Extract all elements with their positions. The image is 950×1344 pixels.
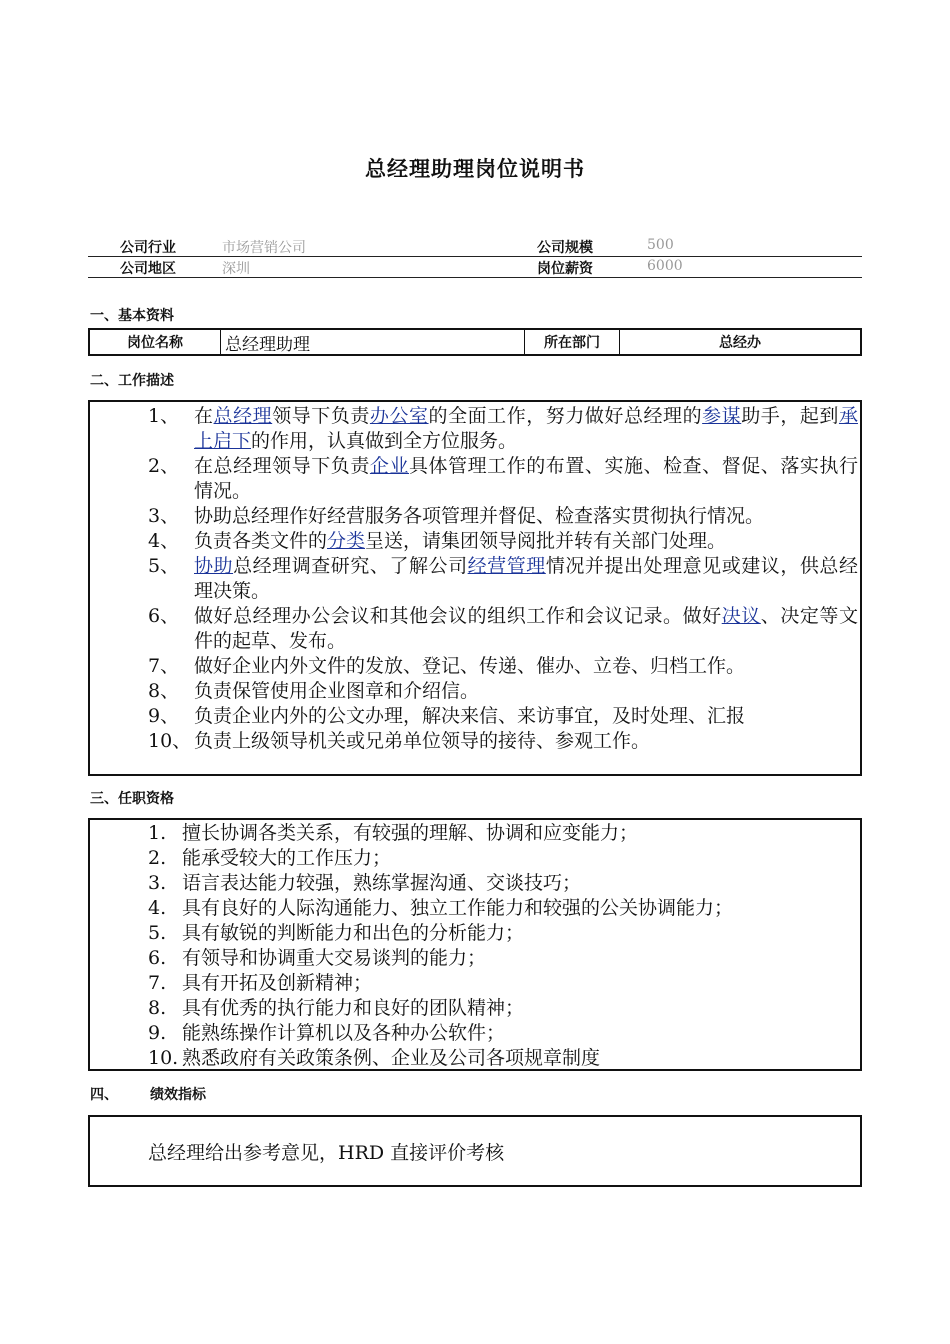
job-duty-item bbox=[90, 604, 860, 654]
text-segment: 呈送，请集团领导阅批并转有关部门处理。 bbox=[365, 530, 727, 552]
job-duty-text bbox=[194, 454, 858, 504]
qualification-item bbox=[90, 996, 860, 1021]
job-duty-item bbox=[90, 704, 860, 729]
qualification-number: 3. bbox=[148, 872, 167, 894]
performance-box bbox=[88, 1115, 862, 1187]
text-segment: 负责上级领导机关或兄弟单位领导的接待、参观工作。 bbox=[194, 730, 651, 752]
job-duty-item bbox=[90, 529, 860, 554]
section-performance-title: 绩效指标 bbox=[150, 1087, 206, 1103]
qualification-number: 4. bbox=[148, 897, 167, 919]
basic-info-table bbox=[88, 328, 862, 356]
company-info-row-1 bbox=[88, 236, 862, 257]
qualification-number: 7. bbox=[148, 972, 167, 994]
keyword-link[interactable]: 企业 bbox=[369, 455, 409, 477]
job-duty-item bbox=[90, 454, 860, 504]
job-duty-item bbox=[90, 729, 860, 754]
section-performance-number: 四、 bbox=[90, 1087, 118, 1103]
qualification-text: 能承受较大的工作压力； bbox=[182, 847, 392, 869]
job-duty-number: 7、 bbox=[148, 655, 180, 677]
qualification-item bbox=[90, 871, 860, 896]
job-duty-text bbox=[194, 554, 858, 604]
text-segment: 做好总经理办公会议和其他会议的组织工作和会议记录。做好 bbox=[194, 605, 722, 627]
qualification-number: 10. bbox=[148, 1047, 179, 1069]
job-duty-text bbox=[194, 679, 858, 704]
job-duty-text bbox=[194, 729, 858, 754]
qualification-item bbox=[90, 971, 860, 996]
qualification-number: 6. bbox=[148, 947, 167, 969]
qualification-text: 能熟练操作计算机以及各种办公软件； bbox=[182, 1022, 506, 1044]
qualification-item bbox=[90, 946, 860, 971]
qualification-text: 具有良好的人际沟通能力、独立工作能力和较强的公关协调能力； bbox=[182, 897, 734, 919]
job-duty-text bbox=[194, 404, 858, 454]
job-duty-number: 6、 bbox=[148, 605, 180, 627]
job-duty-item bbox=[90, 654, 860, 679]
job-duty-number: 10、 bbox=[148, 730, 192, 752]
salary-value: 6000 bbox=[647, 258, 683, 274]
text-segment: 负责保管使用企业图章和介绍信。 bbox=[194, 680, 480, 702]
job-duty-number: 5、 bbox=[148, 555, 180, 577]
text-segment: 情况并提出处理意见或建议，供总经理决策。 bbox=[194, 555, 858, 602]
text-segment: 协助总经理作好经营服务各项管理并督促、检查落实贯彻执行情况。 bbox=[194, 505, 765, 527]
qualification-number: 8. bbox=[148, 997, 167, 1019]
performance-text: 总经理给出参考意见，HRD 直接评价考核 bbox=[148, 1142, 505, 1164]
text-segment: 助手，起到 bbox=[741, 405, 839, 427]
qualification-number: 5. bbox=[148, 922, 167, 944]
qualification-item bbox=[90, 821, 860, 846]
department-label: 所在部门 bbox=[525, 330, 620, 354]
position-name-label: 岗位名称 bbox=[90, 330, 221, 354]
job-duty-number: 4、 bbox=[148, 530, 180, 552]
qualification-text: 擅长协调各类关系，有较强的理解、协调和应变能力； bbox=[182, 822, 639, 844]
text-segment: 负责企业内外的公文办理，解决来信、来访事宜，及时处理、汇报 bbox=[194, 705, 746, 727]
region-value: 深圳 bbox=[222, 261, 250, 277]
position-name-value: 总经理助理 bbox=[221, 330, 525, 354]
job-duty-item bbox=[90, 504, 860, 529]
text-segment: 的全面工作，努力做好总经理的 bbox=[428, 405, 703, 427]
text-segment: 在 bbox=[194, 405, 214, 427]
text-segment: 的作用，认真做到全方位服务。 bbox=[251, 430, 518, 452]
keyword-link[interactable]: 协助 bbox=[194, 555, 234, 577]
job-duty-text bbox=[194, 654, 858, 679]
scale-value: 500 bbox=[647, 237, 674, 253]
qualification-number: 2. bbox=[148, 847, 167, 869]
text-segment: 具体管理工作的布置、实施、检查、督促、落实执行情况。 bbox=[194, 455, 858, 502]
section-basic-info-title: 一、基本资料 bbox=[90, 308, 174, 324]
keyword-link[interactable]: 参谋 bbox=[702, 405, 742, 427]
section-job-description-title: 二、工作描述 bbox=[90, 373, 174, 389]
job-duty-item bbox=[90, 554, 860, 604]
qualifications-list bbox=[90, 821, 860, 1071]
qualification-item bbox=[90, 846, 860, 871]
text-segment: 、决定等文件的起草、发布。 bbox=[194, 605, 858, 652]
qualification-text: 语言表达能力较强，熟练掌握沟通、交谈技巧； bbox=[182, 872, 582, 894]
qualification-item bbox=[90, 921, 860, 946]
document-title: 总经理助理岗位说明书 bbox=[365, 157, 585, 181]
qualification-text: 具有优秀的执行能力和良好的团队精神； bbox=[182, 997, 525, 1019]
job-duty-text bbox=[194, 504, 858, 529]
job-duty-number: 1、 bbox=[148, 405, 180, 427]
job-duty-item bbox=[90, 404, 860, 454]
qualification-item bbox=[90, 1021, 860, 1046]
job-duty-number: 8、 bbox=[148, 680, 180, 702]
text-segment: 做好企业内外文件的发放、登记、传递、催办、立卷、归档工作。 bbox=[194, 655, 746, 677]
salary-label: 岗位薪资 bbox=[537, 261, 593, 277]
job-duty-number: 3、 bbox=[148, 505, 180, 527]
scale-label: 公司规模 bbox=[537, 240, 593, 256]
section-qualifications-title: 三、任职资格 bbox=[90, 791, 174, 807]
keyword-link[interactable]: 总经理 bbox=[213, 405, 273, 427]
industry-value: 市场营销公司 bbox=[222, 240, 306, 256]
industry-label: 公司行业 bbox=[120, 240, 176, 256]
job-description-box bbox=[88, 400, 862, 776]
qualification-item bbox=[90, 1046, 860, 1071]
qualification-text: 熟悉政府有关政策条例、企业及公司各项规章制度 bbox=[182, 1047, 601, 1069]
qualification-text: 具有开拓及创新精神； bbox=[182, 972, 373, 994]
job-duty-number: 2、 bbox=[148, 455, 180, 477]
qualification-item bbox=[90, 896, 860, 921]
job-description-list bbox=[90, 404, 860, 754]
qualification-text: 具有敏锐的判断能力和出色的分析能力； bbox=[182, 922, 525, 944]
job-duty-text bbox=[194, 529, 858, 554]
qualification-text: 有领导和协调重大交易谈判的能力； bbox=[182, 947, 487, 969]
job-duty-text bbox=[194, 704, 858, 729]
keyword-link[interactable]: 办公室 bbox=[369, 405, 429, 427]
job-duty-item bbox=[90, 679, 860, 704]
qualification-number: 9. bbox=[148, 1022, 167, 1044]
qualification-number: 1. bbox=[148, 822, 167, 844]
department-value: 总经办 bbox=[719, 335, 761, 351]
region-label: 公司地区 bbox=[120, 261, 176, 277]
keyword-link[interactable]: 分类 bbox=[327, 530, 366, 552]
job-duty-number: 9、 bbox=[148, 705, 180, 727]
company-info-row-2 bbox=[88, 257, 862, 278]
keyword-link[interactable]: 承上启下 bbox=[194, 405, 858, 452]
text-segment: 领导下负责 bbox=[272, 405, 370, 427]
job-duty-text bbox=[194, 604, 858, 654]
text-segment: 负责各类文件的 bbox=[194, 530, 328, 552]
qualifications-box bbox=[88, 818, 862, 1071]
text-segment: 在总经理领导下负责 bbox=[194, 455, 370, 477]
text-segment: 总经理调查研究、了解公司 bbox=[233, 555, 468, 577]
keyword-link[interactable]: 决议 bbox=[721, 605, 761, 627]
keyword-link[interactable]: 经营管理 bbox=[467, 555, 546, 577]
